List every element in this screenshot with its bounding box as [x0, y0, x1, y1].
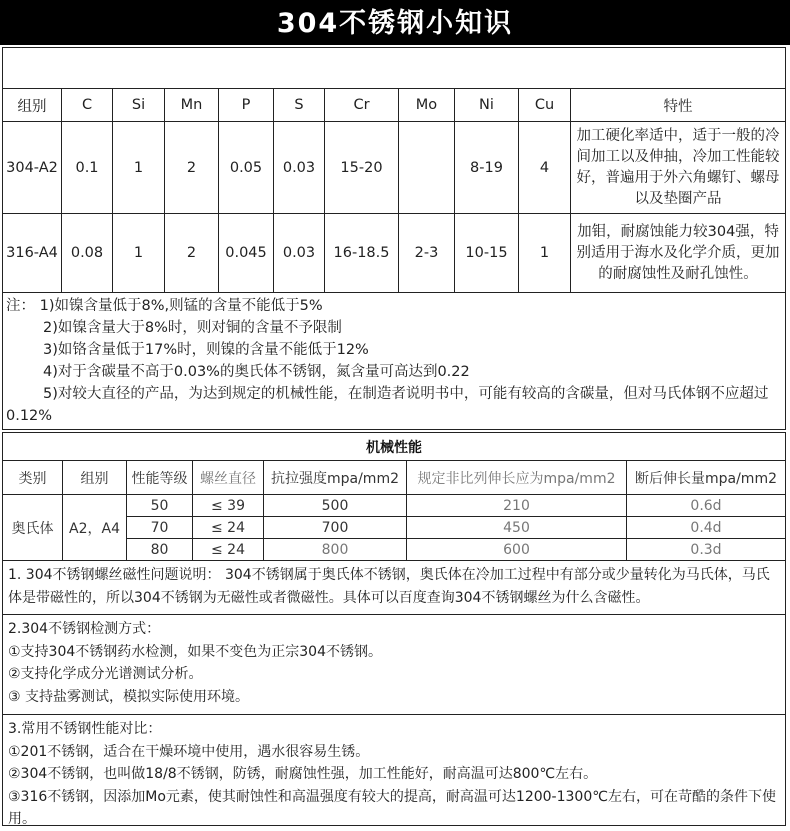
empty-row: [3, 48, 786, 89]
col-header: 规定非比列伸长应为mpa/mm2: [407, 461, 627, 495]
cell: 0.08: [62, 214, 113, 293]
section-text: 1. 304不锈钢螺丝磁性问题说明： 304不锈钢属于奥氏体不锈钢，奥氏体在冷加工过程中有部分或少量转化为马氏体，马氏体是带磁性的，所以304不锈钢为无磁性或者微磁性。具体可以百度查询304不锈钢螺丝为什么含磁性。: [8, 567, 770, 606]
col-header: Cu: [519, 89, 571, 122]
col-header: 断后伸长量mpa/mm2: [627, 461, 786, 495]
section-heading: 3.常用不锈钢性能对比：: [8, 721, 162, 737]
col-header: P: [219, 89, 274, 122]
cell: 0.4d: [627, 517, 786, 539]
cell: 2: [165, 214, 219, 293]
col-header: 抗拉强度mpa/mm2: [264, 461, 407, 495]
note: 注： 1)如镍含量低于8%,则锰的含量不能低于5%: [6, 298, 323, 314]
cell: 50: [127, 495, 193, 517]
cell: 210: [407, 495, 627, 517]
section-item: ③ 支持盐雾测试，模拟实际使用环境。: [8, 688, 249, 705]
cell: 16-18.5: [325, 214, 399, 293]
cell: 4: [519, 122, 571, 214]
section-item: ②支持化学成分光谱测试分析。: [8, 666, 203, 682]
table-row: [3, 122, 786, 214]
col-header: 组别: [63, 461, 127, 495]
category-cell: 奥氏体: [3, 495, 63, 561]
table-row: [3, 214, 786, 293]
col-header: 特性: [571, 89, 786, 122]
cell: ≤ 24: [193, 539, 264, 561]
cell: 800: [264, 539, 407, 561]
cell: ≤ 39: [193, 495, 264, 517]
composition-table: [2, 47, 786, 430]
col-header: C: [62, 89, 113, 122]
cell: 304-A2: [3, 122, 62, 214]
cell: 8-19: [455, 122, 519, 214]
cell: 15-20: [325, 122, 399, 214]
cell: 1: [113, 214, 165, 293]
page-title: 304不锈钢小知识: [0, 0, 790, 45]
cell: 0.045: [219, 214, 274, 293]
cell: 500: [264, 495, 407, 517]
mechanical-title: 机械性能: [3, 433, 786, 461]
cell: 10-15: [455, 214, 519, 293]
section-item: ①201不锈钢，适合在干燥环境中使用，遇水很容易生锈。: [8, 743, 370, 760]
cell: [399, 122, 455, 214]
cell: 2-3: [399, 214, 455, 293]
cell: 2: [165, 122, 219, 214]
col-header: 类别: [3, 461, 63, 495]
col-header: Ni: [455, 89, 519, 122]
col-header: 螺丝直径: [193, 461, 264, 495]
cell: 1: [113, 122, 165, 214]
cell: 0.3d: [627, 539, 786, 561]
col-header: 组别: [3, 89, 62, 122]
detection-section: [2, 614, 786, 715]
cell: 80: [127, 539, 193, 561]
cell: 700: [264, 517, 407, 539]
col-header: Cr: [325, 89, 399, 122]
table-row: [3, 495, 786, 517]
cell: 0.03: [274, 214, 325, 293]
comparison-section: [2, 714, 786, 826]
cell: 0.6d: [627, 495, 786, 517]
note: 2)如镍含量大于8%时，则对铜的含量不予限制: [43, 320, 342, 336]
characteristic-cell: 加工硬化率适中，适于一般的冷间加工以及伸抽，冷加工性能较好，普遍用于外六角螺钉、螺母以及垫圈产品: [571, 122, 786, 214]
group-cell: A2，A4: [63, 495, 127, 561]
cell: ≤ 24: [193, 517, 264, 539]
header-row: [3, 461, 786, 495]
cell: 316-A4: [3, 214, 62, 293]
cell: 70: [127, 517, 193, 539]
magnetism-section: [2, 560, 786, 615]
mechanical-table: [2, 432, 786, 561]
note: 3)如铬含量低于17%时，则镍的含量不能低于12%: [43, 342, 369, 358]
col-header: S: [274, 89, 325, 122]
note: 4)对于含碳量不高于0.03%的奥氏体不锈钢，氮含量可高达到0.22: [43, 364, 470, 380]
notes: [3, 293, 786, 430]
header-row: [3, 89, 786, 122]
section-item: ①支持304不锈钢药水检测，如果不变色为正宗304不锈钢。: [8, 643, 382, 660]
cell: 1: [519, 214, 571, 293]
cell: 0.05: [219, 122, 274, 214]
section-item: ②304不锈钢，也叫做18/8不锈钢，防锈，耐腐蚀性强，加工性能好，耐高温可达800℃左右。: [8, 766, 598, 782]
cell: 600: [407, 539, 627, 561]
section-item: ③316不锈钢，因添加Mo元素，使其耐蚀性和高温强度有较大的提高，耐高温可达1200-1300℃左右，可在苛酷的条件下使用。: [8, 788, 776, 827]
cell: 0.1: [62, 122, 113, 214]
col-header: Mn: [165, 89, 219, 122]
note: 5)对较大直径的产品，为达到规定的机械性能，在制造者说明书中，可能有较高的含碳量，但对马氏体钢不应超过0.12%: [6, 386, 769, 424]
section-heading: 2.304不锈钢检测方式：: [8, 621, 161, 637]
characteristic-cell: 加钼，耐腐蚀能力较304强，特别适用于海水及化学介质，更加的耐腐蚀性及耐孔蚀性。: [571, 214, 786, 293]
cell: 450: [407, 517, 627, 539]
col-header: 性能等级: [127, 461, 193, 495]
cell: 0.03: [274, 122, 325, 214]
col-header: Mo: [399, 89, 455, 122]
col-header: Si: [113, 89, 165, 122]
